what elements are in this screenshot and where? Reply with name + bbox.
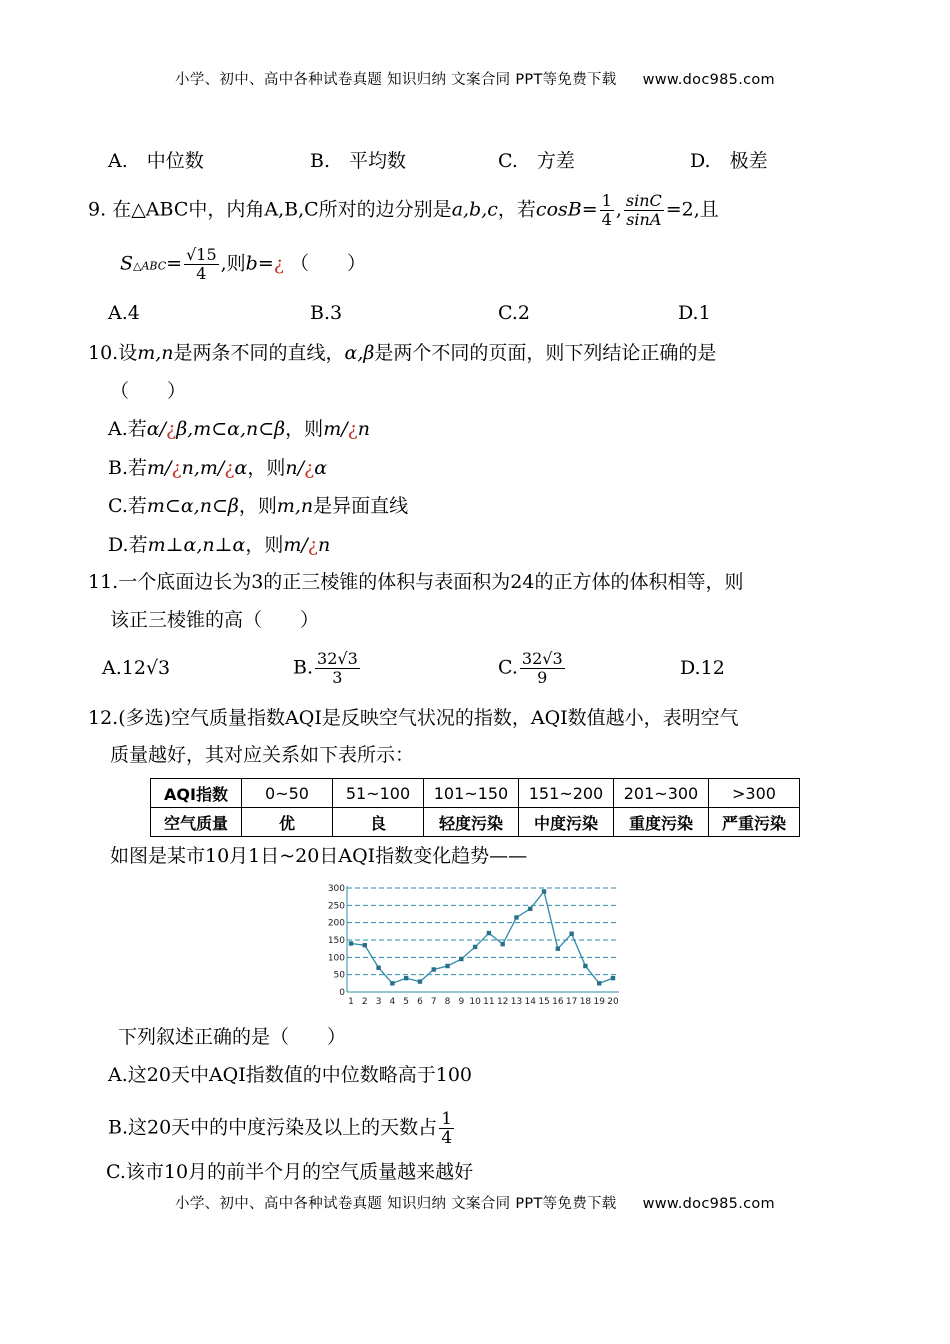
q11-stem-line2: 该正三棱锥的高（ ） (110, 609, 320, 631)
data-point (569, 932, 573, 936)
q9-option-a: A.4 (108, 302, 140, 324)
q9-stem-text: 在△ABC中，内角A,B,C所对的边分别是 (112, 198, 452, 221)
data-point (349, 941, 353, 945)
q10-d-q1: ¿ (307, 534, 318, 556)
aqi-table-row (151, 779, 800, 808)
q10-b-t4: ，则 (247, 457, 286, 479)
q12-b-num: 1 (441, 1109, 453, 1129)
q9-paren: （ ） (290, 252, 367, 275)
q9-vars: a,b,c (451, 198, 498, 221)
q10-mn: m,n (137, 342, 174, 364)
x-tick-label: 20 (607, 997, 619, 1007)
q8-option-b: B. 平均数 (310, 150, 407, 172)
q9-frac3 (184, 246, 219, 283)
q10-option-d (108, 532, 330, 558)
q9-frac1 (600, 192, 614, 229)
data-point (597, 981, 601, 985)
x-tick-label: 4 (389, 997, 396, 1007)
q9-frac3-num: √15 (186, 245, 217, 264)
y-tick-label: 100 (327, 953, 345, 964)
q9-option-b: B.3 (310, 302, 343, 324)
q9-option-c: C.2 (498, 302, 530, 324)
q10-option-c (108, 493, 408, 519)
q10-a-t1: α/ (146, 418, 166, 440)
q11-d-value: 12 (700, 657, 725, 679)
data-point (390, 981, 394, 985)
q10-a-t4: m/ (323, 418, 348, 440)
aqi-cell: 轻度污染 (424, 808, 519, 837)
x-tick-label: 14 (524, 997, 536, 1007)
q12-b-text: B.这20天中的中度污染及以上的天数占 (108, 1116, 438, 1139)
data-point (459, 957, 463, 961)
q12-stem: 12.(多选)空气质量指数AQI是反映空气状况的指数，AQI数值越小，表明空气 (88, 707, 739, 729)
q10-a-q1: ¿ (166, 418, 177, 440)
x-tick-label: 5 (403, 997, 410, 1007)
x-tick-label: 3 (375, 997, 382, 1007)
q11-option-d (680, 655, 725, 681)
q9-then: ,则 (220, 252, 246, 275)
data-point (376, 966, 380, 970)
data-point (542, 889, 546, 893)
q11-a-label: A. (102, 657, 122, 679)
page-footer (0, 1192, 950, 1213)
q9-area-sub: △ABC (133, 259, 167, 273)
data-point (500, 942, 504, 946)
x-tick-label: 1 (348, 997, 354, 1007)
q10-d-t2: ，则 (245, 534, 284, 556)
q11-a-value: 12√3 (121, 657, 171, 679)
q10-c-t2: ，则 (238, 495, 277, 517)
data-point (514, 915, 518, 919)
q11-option-c (498, 650, 567, 687)
footer-text: 小学、初中、高中各种试卷真题 知识归纳 文案合同 PPT等免费下载 (175, 1196, 617, 1212)
data-point (528, 907, 532, 911)
aqi-cell: AQI指数 (151, 779, 242, 808)
q10-stem (88, 340, 716, 366)
q10-c-t3: m,n (276, 495, 314, 517)
q9-eq: = (166, 252, 183, 275)
q11-c-frac (520, 650, 565, 687)
q10-d-t1: m⊥α,n⊥α (147, 534, 246, 556)
q10-option-a (108, 416, 370, 442)
q11-b-num: 32√3 (317, 649, 358, 668)
q9-frac2-den: sinA (626, 210, 662, 229)
aqi-table (150, 778, 800, 837)
q10-b-t1: m/ (147, 457, 172, 479)
q10-b-t5: n/ (285, 457, 305, 479)
q11-option-b (293, 650, 362, 687)
x-tick-label: 18 (579, 997, 592, 1007)
aqi-cell: 51~100 (333, 779, 424, 808)
q10-b-t6: α (314, 457, 328, 479)
aqi-cell: 101~150 (424, 779, 519, 808)
q9-cosb: cosB= (535, 198, 598, 221)
aqi-cell: 空气质量 (151, 808, 242, 837)
q10-ab: α,β (344, 342, 375, 364)
q10-b-t2: n,m/ (181, 457, 225, 479)
data-point (487, 931, 491, 935)
q10-c-t1: m⊂α,n⊂β (146, 495, 239, 517)
q9-frac1-den: 4 (601, 210, 612, 229)
x-tick-label: 2 (361, 997, 368, 1007)
header-text: 小学、初中、高中各种试卷真题 知识归纳 文案合同 PPT等免费下载 (175, 72, 617, 88)
aqi-cell: 0~50 (242, 779, 333, 808)
q10-a-label: A.若 (108, 418, 147, 440)
q9-frac2 (624, 192, 664, 229)
q12-option-a: A.这20天中AQI指数值的中位数略高于100 (108, 1064, 473, 1086)
aqi-cell: >300 (709, 779, 800, 808)
data-point (583, 964, 587, 968)
q9-area-s: S (120, 252, 134, 275)
q9-frac2-num: sinC (625, 191, 662, 210)
q10-option-b (108, 455, 327, 481)
q12-option-b (108, 1110, 456, 1147)
q10-b-t3: α (234, 457, 248, 479)
q9-b: b= (245, 252, 274, 275)
q10-c-label: C.若 (108, 495, 147, 517)
q10-b-q3: ¿ (304, 457, 315, 479)
q10-number: 10. (88, 342, 119, 364)
q10-a-t2: β,m⊂α,n⊂β (176, 418, 286, 440)
q8-option-a: A. 中位数 (108, 150, 204, 172)
q10-paren: （ ） (110, 380, 187, 402)
x-tick-label: 19 (593, 997, 605, 1007)
x-tick-label: 13 (510, 997, 523, 1007)
q12-b-den: 4 (441, 1128, 453, 1148)
q9-frac3-den: 4 (196, 264, 207, 283)
x-tick-label: 6 (417, 997, 423, 1007)
q9-frac1-num: 1 (601, 191, 612, 210)
q9-glyph: ¿ (273, 252, 284, 275)
page-header (0, 68, 950, 89)
q11-c-num: 32√3 (521, 649, 563, 668)
q9-comma: , (615, 198, 622, 221)
q10-d-t3: m/ (283, 534, 308, 556)
q10-b-q1: ¿ (171, 457, 182, 479)
x-tick-label: 7 (430, 997, 437, 1007)
q9-option-d: D.1 (678, 302, 711, 324)
q11-option-a (102, 655, 170, 681)
footer-url[interactable]: www.doc985.com (642, 1196, 775, 1212)
aqi-cell: 优 (242, 808, 333, 837)
y-tick-label: 150 (327, 936, 345, 946)
q9-line2 (120, 246, 366, 283)
aqi-cell: 良 (333, 808, 424, 837)
q10-d-label: D.若 (108, 534, 148, 556)
q9-eq2: =2,且 (665, 198, 719, 221)
data-point (418, 979, 422, 983)
q11-d-label: D. (680, 657, 701, 679)
q10-stem3: 是两个不同的页面，则下列结论正确的是 (374, 342, 717, 364)
x-tick-label: 8 (444, 997, 451, 1007)
aqi-table-row (151, 808, 800, 837)
aqi-cell: 201~300 (614, 779, 709, 808)
y-tick-label: 300 (327, 884, 345, 894)
data-point (611, 976, 615, 980)
q11-b-label: B. (293, 656, 314, 679)
y-tick-label: 250 (327, 901, 345, 912)
q10-c-t4: 是异面直线 (313, 495, 409, 517)
q10-stem2: 是两条不同的直线， (173, 342, 345, 364)
x-tick-label: 12 (496, 997, 509, 1007)
x-tick-label: 11 (483, 997, 495, 1007)
q10-a-t5: n (357, 418, 371, 440)
x-tick-label: 10 (469, 997, 481, 1007)
y-tick-label: 50 (333, 970, 345, 981)
q11-b-den: 3 (332, 668, 343, 687)
data-point (556, 946, 560, 950)
x-tick-label: 15 (538, 997, 550, 1007)
x-tick-label: 9 (458, 997, 465, 1007)
x-tick-label: 17 (565, 997, 578, 1007)
y-tick-label: 200 (327, 918, 345, 929)
q8-option-c: C. 方差 (498, 150, 575, 172)
q10-b-label: B.若 (108, 457, 148, 479)
q11-c-den: 9 (537, 668, 548, 687)
x-tick-label: 16 (552, 997, 564, 1007)
q11-c-label: C. (498, 656, 518, 679)
data-point (432, 967, 436, 971)
q12-chart-caption: 如图是某市10月1日~20日AQI指数变化趋势—— (110, 845, 528, 867)
q12-option-c: C.该市10月的前半个月的空气质量越来越好 (106, 1161, 474, 1183)
data-point (473, 945, 477, 949)
q12-b-frac (439, 1110, 454, 1147)
q10-stem1: 设 (118, 342, 138, 364)
q9-stem (88, 192, 719, 229)
q11-b-frac (315, 650, 360, 687)
aqi-cell: 151~200 (519, 779, 614, 808)
q10-d-t4: n (317, 534, 331, 556)
q10-b-q2: ¿ (224, 457, 235, 479)
data-point (445, 964, 449, 968)
q10-a-t3: ，则 (285, 418, 324, 440)
q8-option-d: D. 极差 (690, 150, 768, 172)
data-point (363, 943, 367, 947)
aqi-cell: 中度污染 (519, 808, 614, 837)
q12-question: 下列叙述正确的是（ ） (118, 1026, 347, 1048)
header-url[interactable]: www.doc985.com (642, 72, 775, 88)
q10-a-q2: ¿ (347, 418, 358, 440)
aqi-cell: 重度污染 (614, 808, 709, 837)
y-tick-label: 0 (339, 988, 345, 998)
q11-stem: 11.一个底面边长为3的正三棱锥的体积与表面积为24的正方体的体积相等，则 (88, 571, 744, 593)
aqi-cell: 严重污染 (709, 808, 800, 837)
q9-number: 9. (88, 198, 107, 221)
q9-if: ，若 (497, 198, 536, 221)
data-point (404, 976, 408, 980)
aqi-line-chart (325, 878, 620, 1008)
q12-stem-line2: 质量越好，其对应关系如下表所示： (110, 744, 415, 766)
